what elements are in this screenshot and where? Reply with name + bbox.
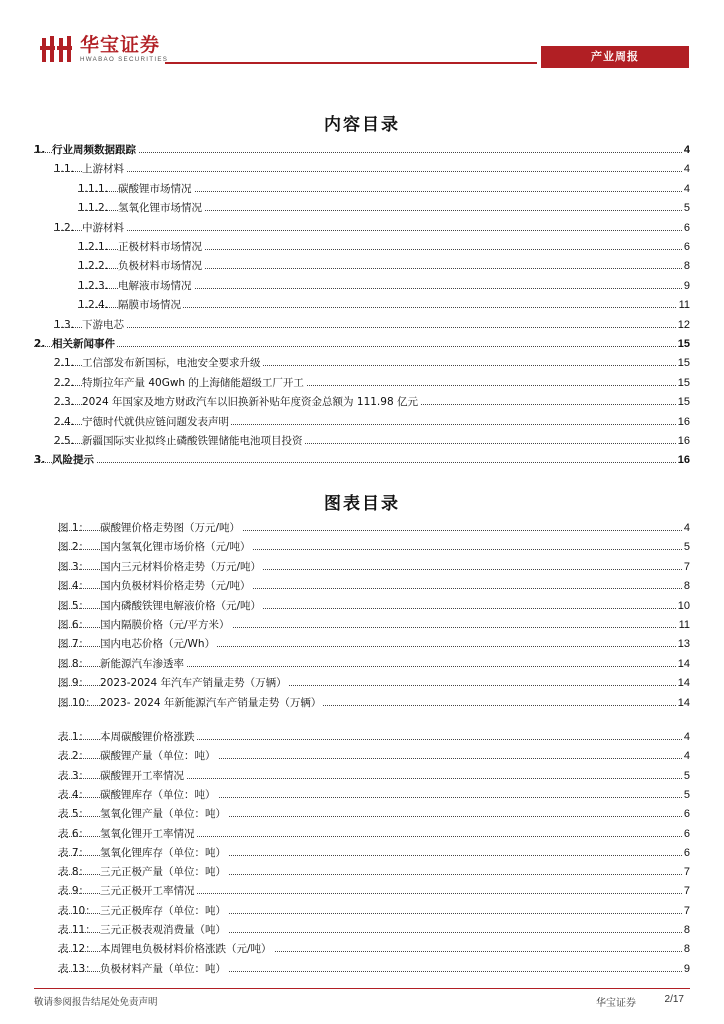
entry-title: 国内氢氧化锂市场价格（元/吨） (100, 541, 251, 554)
entry-number: 2.3. (54, 396, 75, 409)
entry-page-number: 5 (683, 788, 690, 801)
chart-entry[interactable] (0, 656, 724, 672)
entry-title: 下游电芯 (82, 318, 124, 331)
entry-number: 表 11： (58, 924, 96, 936)
entry-title: 氢氧化锂库存（单位：吨） (100, 846, 226, 859)
chart-entry[interactable] (0, 520, 724, 536)
entry-title: 三元正极产量（单位：吨） (100, 866, 226, 879)
report-type-badge: 产业周报 (541, 46, 689, 68)
chart-entry[interactable] (0, 578, 724, 594)
toc-entry[interactable] (0, 142, 724, 158)
entry-page-number: 5 (683, 769, 690, 782)
entry-title: 三元正极表观消费量（吨） (100, 924, 226, 936)
toc-title: 内容目录 (324, 115, 400, 135)
entry-number: 表 4： (58, 788, 90, 801)
toc-entry[interactable] (0, 394, 724, 410)
toc-entry[interactable] (0, 239, 724, 255)
entry-page-number: 15 (677, 357, 690, 370)
entry-page-number: 8 (683, 580, 690, 593)
entry-page-number: 7 (683, 885, 690, 898)
chart-entry[interactable] (0, 636, 724, 652)
figures-title: 图表目录 (324, 494, 400, 514)
entry-number: 1.1.1. (78, 182, 109, 195)
entry-number: 1.1. (54, 163, 75, 176)
entry-number: 表 3： (58, 769, 90, 782)
table-entry[interactable] (0, 768, 724, 784)
entry-title: 碳酸锂市场情况 (118, 182, 192, 195)
entry-title: 宁德时代就供应链问题发表声明 (82, 415, 229, 428)
entry-title: 国内三元材料价格走势（万元/吨） (100, 560, 262, 573)
entry-number: 表 6： (58, 827, 90, 840)
entry-page-number: 4 (683, 144, 690, 156)
table-entry[interactable] (0, 748, 724, 764)
entry-number: 表 7： (58, 846, 90, 859)
entry-title: 正极材料市场情况 (118, 241, 202, 253)
entry-number: 3. (34, 454, 46, 467)
toc-entry[interactable] (0, 297, 724, 313)
entry-title: 特斯拉年产量 40Gwh 的上海储能超级工厂开工 (82, 376, 304, 389)
entry-page-number: 4 (683, 750, 690, 763)
header-divider (165, 62, 537, 64)
entry-number: 表 9： (58, 885, 90, 898)
entry-page-number: 16 (677, 435, 690, 447)
entry-title: 本周锂电负极材料价格涨跌（元/吨） (100, 943, 272, 956)
entry-page-number: 13 (677, 638, 690, 651)
entry-number: 表 2： (58, 750, 90, 763)
toc-entry[interactable] (0, 258, 724, 274)
toc-entry[interactable] (0, 414, 724, 430)
entry-title: 相关新闻事件 (52, 338, 115, 350)
entry-title: 中游材料 (82, 221, 124, 234)
chart-entry[interactable] (0, 598, 724, 614)
dot-leader (54, 327, 684, 328)
entry-title: 碳酸锂价格走势图（万元/吨） (100, 522, 241, 534)
toc-entry[interactable] (0, 375, 724, 391)
table-entry[interactable] (0, 806, 724, 822)
entry-title: 负极材料市场情况 (118, 260, 202, 273)
table-entry[interactable] (0, 883, 724, 899)
entry-number: 图 2： (58, 541, 90, 554)
footer-company: 华宝证券 (596, 998, 636, 1009)
entry-number: 表 13： (58, 962, 96, 975)
entry-page-number: 11 (678, 619, 690, 631)
entry-page-number: 15 (677, 338, 690, 350)
entry-title: 国内负极材料价格走势（元/吨） (100, 580, 251, 593)
entry-title: 2024 年国家及地方财政汽车以旧换新补贴年度资金总额为 111.98 亿元 (82, 396, 418, 409)
table-entry[interactable] (0, 903, 724, 919)
toc-entry[interactable] (0, 278, 724, 294)
entry-page-number: 7 (683, 560, 690, 573)
toc-entry[interactable] (0, 433, 724, 449)
table-entry[interactable] (0, 941, 724, 957)
entry-title: 行业周频数据跟踪 (52, 144, 136, 156)
entry-title: 工信部发布新国标，电池安全要求升级 (82, 357, 261, 370)
chart-entry[interactable] (0, 539, 724, 555)
entry-number: 表 10： (58, 904, 96, 917)
entry-page-number: 5 (683, 541, 690, 554)
entry-page-number: 6 (683, 221, 690, 234)
entry-page-number: 14 (677, 657, 690, 670)
footer-disclaimer: 敬请参阅报告结尾处免责声明 (34, 997, 158, 1008)
entry-number: 图 7： (58, 638, 90, 651)
entry-page-number: 5 (683, 202, 690, 215)
entry-page-number: 4 (683, 522, 690, 534)
entry-page-number: 9 (683, 962, 690, 975)
logo-chinese-name: 华宝证券 (80, 33, 161, 56)
entry-page-number: 15 (677, 376, 690, 389)
entry-number: 1.2.4. (78, 299, 109, 312)
entry-title: 2023-2024 年汽车产销量走势（万辆） (100, 677, 287, 690)
chart-entry[interactable] (0, 695, 724, 711)
entry-title: 国内隔膜价格（元/平方米） (100, 619, 230, 631)
toc-entry[interactable] (0, 161, 724, 177)
entry-number: 1.2.3. (78, 279, 109, 292)
entry-number: 图 3： (58, 560, 90, 573)
entry-title: 新能源汽车渗透率 (100, 657, 184, 670)
entry-number: 图 8： (58, 657, 90, 670)
entry-title: 国内磷酸铁锂电解液价格（元/吨） (100, 599, 262, 612)
toc-entry[interactable] (0, 220, 724, 236)
entry-page-number: 11 (678, 299, 690, 312)
table-entry[interactable] (0, 961, 724, 977)
entry-title: 碳酸锂库存（单位：吨） (100, 788, 216, 801)
entry-page-number: 9 (683, 279, 690, 292)
entry-number: 1.2.2. (78, 260, 109, 273)
entry-page-number: 4 (683, 182, 690, 195)
entry-title: 风险提示 (52, 454, 94, 467)
entry-number: 表 8： (58, 866, 90, 879)
toc-entry[interactable] (0, 200, 724, 216)
entry-number: 图 6： (58, 619, 90, 631)
entry-number: 1.2.1. (78, 241, 109, 253)
entry-title: 碳酸锂开工率情况 (100, 769, 184, 782)
entry-page-number: 16 (677, 415, 690, 428)
entry-number: 2. (34, 338, 46, 350)
entry-number: 图 4： (58, 580, 90, 593)
entry-title: 电解液市场情况 (118, 279, 192, 292)
entry-number: 1.3. (54, 318, 75, 331)
entry-title: 三元正极库存（单位：吨） (100, 904, 226, 917)
entry-page-number: 7 (683, 904, 690, 917)
entry-number: 1. (34, 144, 46, 156)
entry-title: 氢氧化锂开工率情况 (100, 827, 195, 840)
dot-leader (54, 171, 684, 172)
entry-title: 2023- 2024 年新能源汽车产销量走势（万辆） (100, 696, 322, 709)
page-header (0, 0, 724, 80)
entry-page-number: 10 (677, 599, 690, 612)
entry-page-number: 8 (683, 260, 690, 273)
page-number: 2/17 (664, 994, 684, 1005)
entry-title: 国内电芯价格（元/Wh） (100, 638, 216, 651)
entry-page-number: 6 (683, 808, 690, 821)
entry-number: 2.2. (54, 376, 75, 389)
table-entry[interactable] (0, 826, 724, 842)
toc-entry[interactable] (0, 181, 724, 197)
toc-entry[interactable] (0, 317, 724, 333)
entry-page-number: 14 (677, 696, 690, 709)
entry-title: 三元正极开工率情况 (100, 885, 195, 898)
entry-title: 负极材料产量（单位：吨） (100, 962, 226, 975)
entry-number: 图 9： (58, 677, 90, 690)
entry-page-number: 8 (683, 943, 690, 956)
entry-number: 图 5： (58, 599, 90, 612)
entry-number: 表 5： (58, 808, 90, 821)
entry-page-number: 14 (677, 677, 690, 690)
entry-number: 图 10： (58, 696, 96, 709)
entry-number: 2.4. (54, 415, 75, 428)
entry-number: 1.2. (54, 221, 75, 234)
entry-page-number: 7 (683, 866, 690, 879)
entry-page-number: 6 (683, 846, 690, 859)
company-logo (40, 34, 168, 64)
table-entry[interactable] (0, 845, 724, 861)
table-entry[interactable] (0, 864, 724, 880)
toc-entry[interactable] (0, 452, 724, 468)
entry-page-number: 12 (677, 318, 690, 331)
entry-title: 氢氧化锂市场情况 (118, 202, 202, 215)
entry-title: 新疆国际实业拟终止磷酸铁锂储能电池项目投资 (82, 435, 303, 447)
dot-leader (54, 230, 684, 231)
hwabao-logo-icon (40, 34, 74, 64)
entry-number: 表 12： (58, 943, 96, 956)
entry-page-number: 4 (683, 731, 690, 743)
entry-number: 2.1. (54, 357, 75, 370)
entry-title: 氢氧化锂产量（单位：吨） (100, 808, 226, 821)
entry-page-number: 4 (683, 163, 690, 176)
table-entry[interactable] (0, 922, 724, 938)
entry-page-number: 15 (677, 396, 690, 409)
entry-title: 本周碳酸锂价格涨跌 (100, 731, 195, 743)
table-entry[interactable] (0, 729, 724, 745)
toc-entry[interactable] (0, 336, 724, 352)
entry-number: 1.1.2. (78, 202, 109, 215)
entry-title: 上游材料 (82, 163, 124, 176)
logo-english-name: HWABAO SECURITIES (80, 55, 169, 63)
dot-leader (34, 462, 684, 463)
chart-entry[interactable] (0, 617, 724, 633)
entry-number: 图 1： (58, 522, 90, 534)
entry-page-number: 6 (683, 241, 690, 253)
chart-entry[interactable] (0, 559, 724, 575)
entry-title: 碳酸锂产量（单位：吨） (100, 750, 216, 763)
entry-title: 隔膜市场情况 (118, 299, 181, 312)
toc-entry[interactable] (0, 355, 724, 371)
entry-page-number: 8 (683, 924, 690, 936)
entry-number: 2.5. (54, 435, 75, 447)
table-entry[interactable] (0, 787, 724, 803)
dot-leader (34, 346, 684, 347)
footer-divider (34, 988, 690, 989)
entry-page-number: 16 (677, 454, 690, 467)
entry-number: 表 1： (58, 731, 90, 743)
chart-entry[interactable] (0, 675, 724, 691)
entry-page-number: 6 (683, 827, 690, 840)
